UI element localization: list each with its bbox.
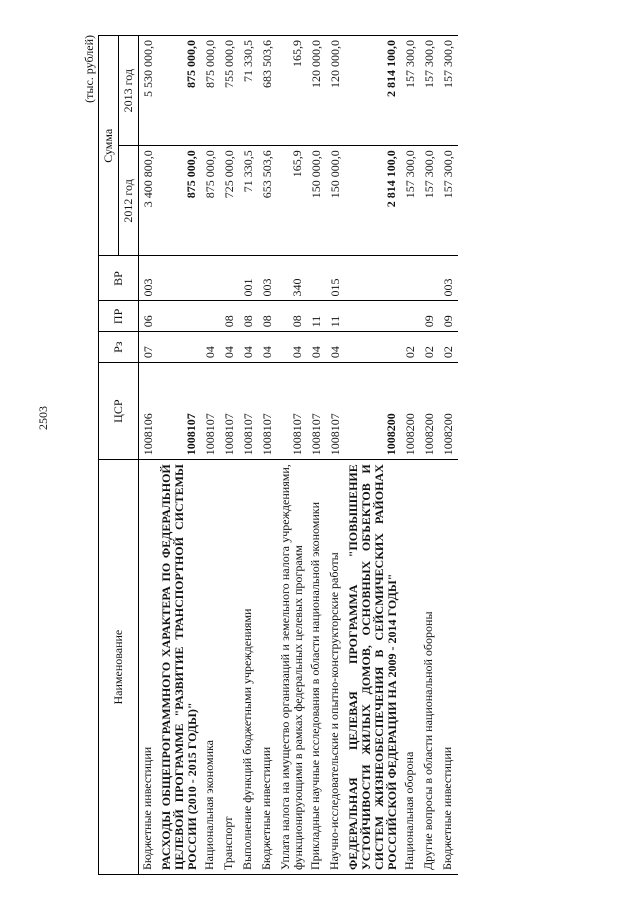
row-rz: 04 — [277, 332, 307, 363]
budget-table — [98, 35, 458, 875]
row-pr — [345, 301, 401, 332]
row-sum-2012: 725 000,0 — [220, 146, 239, 256]
row-sum-2013: 165,9 — [277, 36, 307, 146]
table-row — [326, 36, 345, 875]
row-vr: 003 — [258, 256, 277, 301]
table-row — [345, 36, 401, 875]
row-csr: 1008106 — [139, 363, 159, 460]
row-name: Бюджетные инвестиции — [439, 460, 458, 875]
row-vr — [201, 256, 220, 301]
table-row — [220, 36, 239, 875]
units-label: (тыс. рублей) — [82, 35, 96, 103]
row-sum-2012: 157 300,0 — [420, 146, 439, 256]
table-row — [139, 36, 159, 875]
row-sum-2012: 165,9 — [277, 146, 307, 256]
row-csr: 1008200 — [439, 363, 458, 460]
row-rz — [345, 332, 401, 363]
row-pr: 08 — [258, 301, 277, 332]
row-pr: 11 — [326, 301, 345, 332]
row-csr: 1008200 — [401, 363, 420, 460]
row-rz: 07 — [139, 332, 159, 363]
header-rz: Рз — [99, 332, 139, 363]
row-pr: 09 — [439, 301, 458, 332]
row-vr — [401, 256, 420, 301]
row-pr — [201, 301, 220, 332]
row-sum-2013: 875 000,0 — [158, 36, 201, 146]
row-name: Национальная экономика — [201, 460, 220, 875]
header-csr: ЦСР — [99, 363, 139, 460]
row-name: Бюджетные инвестиции — [139, 460, 159, 875]
header-year-2013: 2013 год — [119, 36, 139, 146]
row-sum-2012: 150 000,0 — [326, 146, 345, 256]
row-sum-2012: 875 000,0 — [201, 146, 220, 256]
header-pr: ПР — [99, 301, 139, 332]
row-name: РАСХОДЫ ОБЩЕПРОГРАММНОГО ХАРАКТЕРА ПО ФЕДЕРАЛЬНОЙ ЦЕЛЕВОЙ ПРОГРАММЕ "РАЗВИТИЕ ТРАНСПОРТНОЙ СИСТЕМЫ РОССИИ (2010 - 2015 ГОДЫ)" — [158, 460, 201, 875]
row-sum-2013: 120 000,0 — [307, 36, 326, 146]
row-pr: 08 — [220, 301, 239, 332]
row-sum-2012: 653 503,6 — [258, 146, 277, 256]
row-name: Выполнение функций бюджетными учреждениями — [239, 460, 258, 875]
table-row — [158, 36, 201, 875]
row-vr — [307, 256, 326, 301]
row-vr: 340 — [277, 256, 307, 301]
row-sum-2013: 5 530 000,0 — [139, 36, 159, 146]
row-sum-2012: 71 330,5 — [239, 146, 258, 256]
row-vr — [220, 256, 239, 301]
header-vr: ВР — [99, 256, 139, 301]
header-year-2012: 2012 год — [119, 146, 139, 256]
row-vr — [420, 256, 439, 301]
row-csr: 1008107 — [220, 363, 239, 460]
row-vr — [345, 256, 401, 301]
row-csr: 1008107 — [239, 363, 258, 460]
row-pr: 06 — [139, 301, 159, 332]
page-number: 2503 — [36, 406, 50, 430]
row-sum-2013: 120 000,0 — [326, 36, 345, 146]
row-pr — [401, 301, 420, 332]
row-name: Национальная оборона — [401, 460, 420, 875]
row-csr: 1008200 — [345, 363, 401, 460]
row-rz: 04 — [239, 332, 258, 363]
table-body — [139, 36, 459, 875]
row-csr: 1008107 — [277, 363, 307, 460]
row-pr: 08 — [239, 301, 258, 332]
row-vr — [158, 256, 201, 301]
table-row — [201, 36, 220, 875]
row-name: Научно-исследовательские и опытно-конструкторские работы — [326, 460, 345, 875]
row-pr: 08 — [277, 301, 307, 332]
row-sum-2013: 875 000,0 — [201, 36, 220, 146]
row-pr — [158, 301, 201, 332]
row-vr: 003 — [139, 256, 159, 301]
row-sum-2012: 150 000,0 — [307, 146, 326, 256]
row-sum-2012: 157 300,0 — [439, 146, 458, 256]
row-sum-2012: 875 000,0 — [158, 146, 201, 256]
row-sum-2012: 2 814 100,0 — [345, 146, 401, 256]
table-row — [420, 36, 439, 875]
row-name: Другие вопросы в области национальной обороны — [420, 460, 439, 875]
row-sum-2013: 2 814 100,0 — [345, 36, 401, 146]
row-sum-2012: 157 300,0 — [401, 146, 420, 256]
header-name: Наименование — [99, 460, 139, 875]
row-sum-2013: 157 300,0 — [420, 36, 439, 146]
row-csr: 1008200 — [420, 363, 439, 460]
row-rz — [158, 332, 201, 363]
row-rz: 02 — [420, 332, 439, 363]
row-rz: 04 — [326, 332, 345, 363]
row-csr: 1008107 — [201, 363, 220, 460]
table-row — [307, 36, 326, 875]
row-name: Транспорт — [220, 460, 239, 875]
row-sum-2012: 3 400 800,0 — [139, 146, 159, 256]
table-header — [99, 36, 139, 875]
row-sum-2013: 157 300,0 — [439, 36, 458, 146]
table-row — [401, 36, 420, 875]
row-rz: 04 — [201, 332, 220, 363]
row-csr: 1008107 — [307, 363, 326, 460]
row-name: Прикладные научные исследования в области национальной экономики — [307, 460, 326, 875]
row-name: Бюджетные инвестиции — [258, 460, 277, 875]
row-rz: 02 — [439, 332, 458, 363]
row-csr: 1008107 — [158, 363, 201, 460]
row-rz: 02 — [401, 332, 420, 363]
table-row — [239, 36, 258, 875]
row-pr: 09 — [420, 301, 439, 332]
row-csr: 1008107 — [258, 363, 277, 460]
row-vr: 003 — [439, 256, 458, 301]
row-name: Уплата налога на имущество организаций и земельного налога учреждениями, функционирующими в рамках федеральных целевых программ — [277, 460, 307, 875]
table-row — [439, 36, 458, 875]
row-name: ФЕДЕРАЛЬНАЯ ЦЕЛЕВАЯ ПРОГРАММА "ПОВЫШЕНИЕ УСТОЙЧИВОСТИ ЖИЛЫХ ДОМОВ, ОСНОВНЫХ ОБЪЕКТОВ И СИСТЕМ ЖИЗНЕОБЕСПЕЧЕНИЯ В СЕЙСМИЧЕСКИХ РАЙОНАХ РОССИЙСКОЙ ФЕДЕРАЦИИ НА 2009 - 2014 ГОДЫ" — [345, 460, 401, 875]
row-csr: 1008107 — [326, 363, 345, 460]
row-vr: 001 — [239, 256, 258, 301]
row-rz: 04 — [258, 332, 277, 363]
table-row — [258, 36, 277, 875]
row-sum-2013: 157 300,0 — [401, 36, 420, 146]
row-sum-2013: 683 503,6 — [258, 36, 277, 146]
rotated-table-container — [82, 35, 458, 875]
table-row — [277, 36, 307, 875]
row-pr: 11 — [307, 301, 326, 332]
row-sum-2013: 71 330,5 — [239, 36, 258, 146]
row-rz: 04 — [220, 332, 239, 363]
row-sum-2013: 755 000,0 — [220, 36, 239, 146]
row-rz: 04 — [307, 332, 326, 363]
header-sum: Сумма — [99, 36, 119, 256]
row-vr: 015 — [326, 256, 345, 301]
